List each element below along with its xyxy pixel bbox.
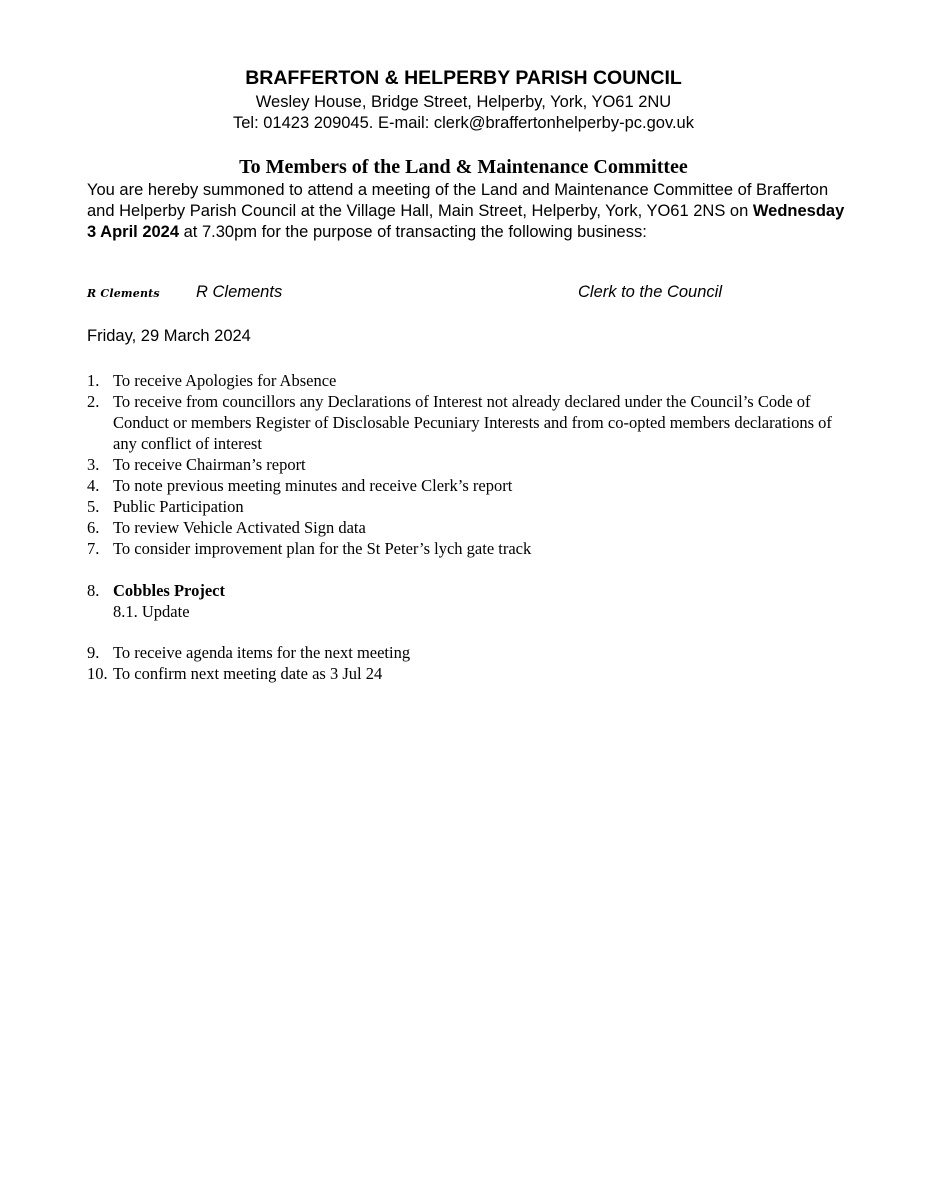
summons-paragraph — [87, 180, 847, 243]
agenda-sub-item — [87, 601, 847, 622]
agenda-sub-item-text: Update — [141, 602, 190, 621]
agenda-item — [87, 454, 847, 475]
summons-text-before: You are hereby summoned to attend a meeting of the Land and Maintenance Committee of Brafferton and Helperby Parish Council at the Village Hall, Main Street, Helperby, York, YO61 2NS on — [87, 181, 829, 220]
agenda-item — [87, 642, 847, 663]
agenda-item-number: 1. — [87, 371, 100, 390]
agenda-item-text: Public Participation — [113, 497, 244, 516]
agenda-item — [87, 517, 847, 538]
summons-text-after: at 7.30pm for the purpose of transacting the following business: — [179, 223, 647, 241]
agenda-item — [87, 580, 847, 601]
agenda-item — [87, 475, 847, 496]
agenda-section-cobbles — [87, 580, 847, 622]
agenda-item — [87, 391, 847, 454]
agenda-list-closing — [87, 642, 847, 684]
clerk-signature: R Clements — [87, 287, 160, 300]
agenda-item-number: 4. — [87, 476, 100, 495]
agenda-item-number: 5. — [87, 497, 100, 516]
agenda-item — [87, 370, 847, 391]
agenda-list-main — [87, 370, 847, 559]
agenda-item — [87, 663, 847, 684]
agenda-item-text: To confirm next meeting date as 3 Jul 24 — [113, 664, 383, 683]
agenda-item — [87, 496, 847, 517]
clerk-role: Clerk to the Council — [578, 283, 722, 301]
clerk-name: R Clements — [196, 283, 283, 301]
agenda-item-text: To note previous meeting minutes and receive Clerk’s report — [113, 476, 513, 495]
agenda-item — [87, 538, 847, 559]
agenda-item-number: 8. — [87, 581, 100, 600]
agenda-item-text: To review Vehicle Activated Sign data — [113, 518, 366, 537]
agenda-item-number: 9. — [87, 643, 100, 662]
agenda-item-number: 10. — [87, 664, 108, 683]
agenda-item-number: 2. — [87, 392, 100, 411]
agenda-item-text: To receive Apologies for Absence — [113, 371, 337, 390]
agenda-item-number: 3. — [87, 455, 100, 474]
agenda-item-text: To receive Chairman’s report — [113, 455, 306, 474]
agenda-sub-item-number: 8.1. — [113, 602, 138, 621]
agenda-item-text: To consider improvement plan for the St Peter’s lych gate track — [113, 539, 532, 558]
issue-date: Friday, 29 March 2024 — [87, 327, 251, 345]
agenda-item-heading: Cobbles Project — [113, 581, 225, 600]
agenda-item-text: To receive agenda items for the next meeting — [113, 643, 411, 662]
council-name: BRAFFERTON & HELPERBY PARISH COUNCIL — [245, 67, 682, 89]
agenda-item-text: To receive from councillors any Declarations of Interest not already declared under the Council’s Code of Conduct or members Register of Disclosable Pecuniary Interests and from co-opted members declarations of any conflict of interest — [113, 392, 832, 453]
agenda-item-number: 6. — [87, 518, 100, 537]
notice-heading: To Members of the Land & Maintenance Committee — [239, 156, 688, 178]
council-address: Wesley House, Bridge Street, Helperby, York, YO61 2NU — [255, 93, 672, 111]
meeting-date: Wednesday 3 April 2024 — [87, 202, 845, 241]
council-contact: Tel: 01423 209045. E-mail: clerk@braffertonhelperby-pc.gov.uk — [233, 114, 694, 132]
agenda-item-number: 7. — [87, 539, 100, 558]
